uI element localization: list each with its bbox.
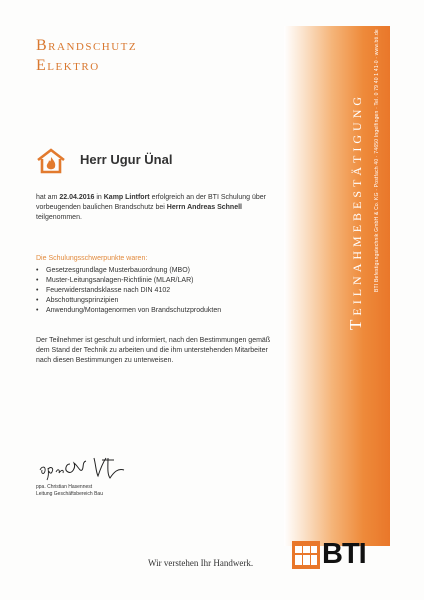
focus-list [36, 266, 221, 316]
signatory-title: Leitung Geschäftsbereich Bau [36, 491, 103, 497]
closing-paragraph: Der Teilnehmer ist geschult und informiert, nach den Bestimmungen gemäß dem Stand der Technik zu arbeiten und die ihm unterstehenden Mitarbeiter nach diesen Bestimmungen zu unterweisen. [36, 337, 271, 364]
intro-text-2: in [94, 194, 104, 201]
signatory-name: ppa. Christian Hasennest [36, 484, 93, 490]
division-title-line1: Brandschutz [36, 37, 138, 54]
bti-logo-text: BTI [322, 538, 366, 570]
handwritten-signature [36, 452, 136, 482]
list-item: • Abschottungsprinzipien [36, 296, 221, 306]
footer-slogan: Wir verstehen Ihr Handwerk. [148, 558, 254, 568]
course-location: Kamp Lintfort [103, 194, 150, 201]
signatory [36, 484, 103, 498]
certificate-vertical-title: Teilnahmebestätigung [346, 92, 365, 330]
list-item: • Gesetzesgrundlage Musterbauordnung (MBO) [36, 266, 221, 276]
bti-logo-mark-icon [292, 541, 320, 569]
bti-logo [292, 538, 384, 570]
list-item: • Anwendung/Montagenormen von Brandschutzprodukten [36, 306, 221, 316]
company-address-line: BTI Befestigungstechnik GmbH & Co. KG · Postfach 40 · 74650 Ingelfingen · Tel. 0 79 40 1 41-0 · www.bti.de [374, 29, 380, 292]
list-item: • Feuerwiderstandsklasse nach DIN 4102 [36, 286, 221, 296]
intro-paragraph [36, 193, 276, 223]
recipient-name: Herr Ugur Ünal [80, 152, 173, 167]
division-title-line2: Elektro [36, 57, 100, 74]
fire-house-icon [36, 148, 66, 174]
intro-text-1: hat am [36, 194, 60, 201]
intro-text-4: teilgenommen. [36, 214, 82, 221]
focus-title: Die Schulungsschwerpunkte waren: [36, 255, 148, 262]
list-item: • Muster-Leitungsanlagen-Richtlinie (MLAR/LAR) [36, 276, 221, 286]
course-date: 22.04.2016 [59, 194, 95, 201]
trainer-name: Herrn Andreas Schnell [166, 204, 242, 211]
division-title [36, 36, 137, 76]
intro-text-3: erfolgreich an der BTI Schulung über vorbeugenden baulichen Brandschutz bei [36, 194, 266, 211]
